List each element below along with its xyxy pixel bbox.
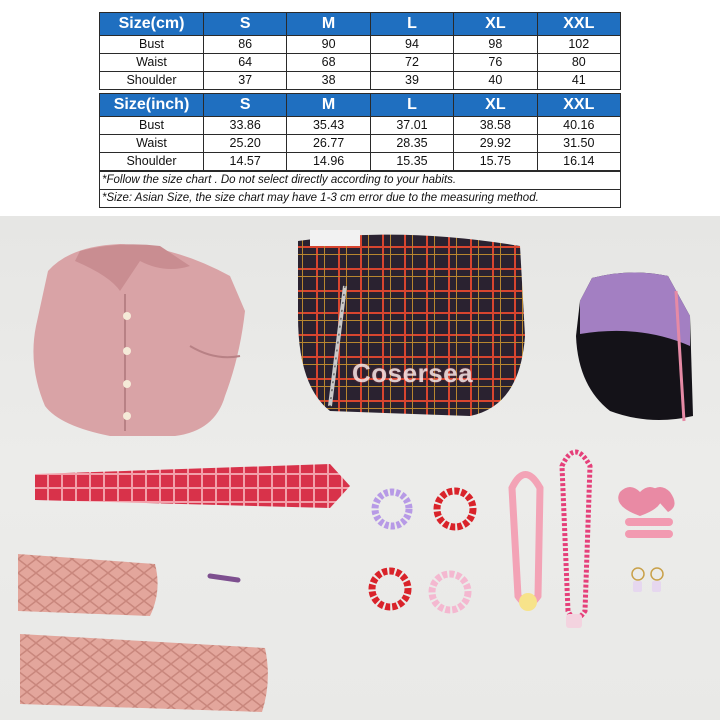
- table-cell: 14.57: [204, 153, 287, 171]
- table-cell: 64: [204, 54, 287, 72]
- table-header-row: [100, 94, 621, 117]
- red-bracelet-icon: [372, 571, 408, 607]
- table-row: [100, 153, 621, 171]
- header-cell: M: [287, 94, 370, 117]
- header-cell: L: [370, 13, 453, 36]
- size-table-cm: [99, 12, 621, 90]
- table-cell: 37.01: [370, 117, 453, 135]
- table-header-row: [100, 13, 621, 36]
- table-cell: 90: [287, 36, 370, 54]
- arm-warmer-icon: [18, 554, 158, 616]
- pastel-bracelet-icon: [432, 574, 468, 610]
- table-cell: 102: [537, 36, 620, 54]
- table-cell: 38.58: [454, 117, 537, 135]
- header-cell: Size(inch): [100, 94, 204, 117]
- header-cell: S: [204, 94, 287, 117]
- table-cell: 29.92: [454, 135, 537, 153]
- table-cell: 68: [287, 54, 370, 72]
- table-row: [100, 135, 621, 153]
- table-cell: 15.75: [454, 153, 537, 171]
- table-row: [100, 72, 621, 90]
- arm-warmer-icon: [20, 634, 268, 712]
- table-cell: 72: [370, 54, 453, 72]
- red-bracelet-icon: [437, 491, 473, 527]
- pink-shirt-icon: [33, 244, 245, 436]
- costume-items-illustration: [0, 216, 720, 720]
- header-cell: L: [370, 94, 453, 117]
- header-cell: S: [204, 13, 287, 36]
- row-label: Waist: [100, 135, 204, 153]
- table-row: [100, 36, 621, 54]
- product-photo: [0, 216, 720, 720]
- table-cell: 38: [287, 72, 370, 90]
- table-cell: 41: [537, 72, 620, 90]
- hair-pin-icon: [210, 576, 238, 580]
- table-cell: 94: [370, 36, 453, 54]
- table-cell: 31.50: [537, 135, 620, 153]
- table-cell: 35.43: [287, 117, 370, 135]
- table-cell: 14.96: [287, 153, 370, 171]
- table-row: [100, 54, 621, 72]
- heart-hairclip-icon: [618, 487, 674, 538]
- size-note-asian-size: *Size: Asian Size, the size chart may have 1-3 cm error due to the measuring method.: [99, 190, 621, 208]
- crop-top-icon: [576, 272, 693, 421]
- row-label: Shoulder: [100, 153, 204, 171]
- header-cell: XL: [454, 13, 537, 36]
- table-cell: 80: [537, 54, 620, 72]
- brand-watermark: Cosersea: [352, 358, 474, 388]
- table-cell: 76: [454, 54, 537, 72]
- table-cell: 25.20: [204, 135, 287, 153]
- table-cell: 15.35: [370, 153, 453, 171]
- table-cell: 26.77: [287, 135, 370, 153]
- table-cell: 98: [454, 36, 537, 54]
- row-label: Bust: [100, 117, 204, 135]
- table-cell: 39: [370, 72, 453, 90]
- table-cell: 33.86: [204, 117, 287, 135]
- size-chart: [99, 12, 621, 208]
- header-cell: XL: [454, 94, 537, 117]
- table-cell: 28.35: [370, 135, 453, 153]
- pink-necklace-icon: [512, 475, 540, 604]
- row-label: Waist: [100, 54, 204, 72]
- magenta-necklace-icon: [562, 452, 590, 619]
- size-table-inch: [99, 93, 621, 171]
- table-row: [100, 117, 621, 135]
- table-cell: 40.16: [537, 117, 620, 135]
- size-note-follow-chart: *Follow the size chart . Do not select directly according to your habits.: [99, 171, 621, 190]
- row-label: Shoulder: [100, 72, 204, 90]
- plaid-tie-icon: [35, 464, 350, 508]
- header-cell: XXL: [537, 13, 620, 36]
- purple-bracelet-icon: [375, 492, 409, 526]
- header-cell: Size(cm): [100, 13, 204, 36]
- row-label: Bust: [100, 36, 204, 54]
- earrings-icon: [632, 568, 663, 592]
- table-cell: 16.14: [537, 153, 620, 171]
- table-cell: 37: [204, 72, 287, 90]
- header-cell: XXL: [537, 94, 620, 117]
- header-cell: M: [287, 13, 370, 36]
- table-cell: 86: [204, 36, 287, 54]
- table-cell: 40: [454, 72, 537, 90]
